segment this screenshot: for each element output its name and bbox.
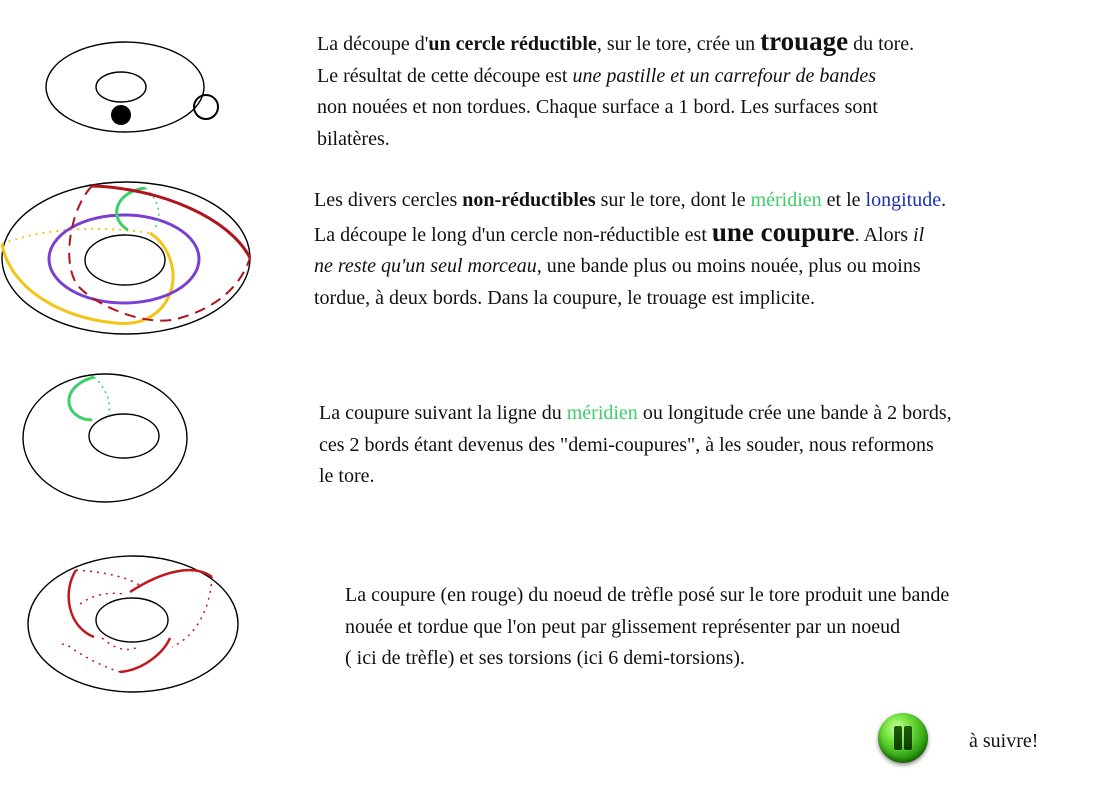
text-segment: il [913, 223, 925, 246]
red-circle-hidden [69, 186, 250, 321]
pause-icon-bar-left [894, 726, 902, 750]
torus-hole [96, 598, 168, 642]
trefoil-hidden-1 [76, 570, 142, 587]
text-segment: un cercle réductible [428, 33, 597, 55]
pause-icon-bar-right [904, 726, 912, 750]
text-line [345, 580, 949, 612]
text-line [314, 217, 946, 252]
trefoil-arc-2 [130, 570, 212, 592]
text-line [345, 643, 949, 675]
text-segment: . [941, 189, 947, 211]
torus-outer-edge [23, 374, 187, 502]
text-line [317, 124, 914, 156]
torus-figure-meridian [18, 368, 202, 510]
torus-hole [85, 235, 165, 285]
text-segment: ( ici de trèfle) et ses torsions (ici 6 demi-torsions). [345, 647, 745, 669]
text-segment: Les divers cercles [314, 189, 463, 211]
torus-figure-reducible-cut [40, 30, 230, 140]
torus-figure-nonreducible-circles [0, 178, 260, 340]
text-segment: tordue, à deux bords. Dans la coupure, le trouage est implicite. [314, 286, 815, 309]
text-line [345, 612, 949, 644]
text-segment: ne reste qu'un seul morceau [314, 255, 537, 277]
paragraph-reducible-circle [317, 26, 914, 155]
text-line [317, 26, 914, 61]
text-segment: nouée et tordue que l'on peut par glissement représenter par un noeud [345, 615, 901, 638]
text-segment: ou longitude crée une bande à 2 bords, [637, 402, 952, 424]
text-segment: méridien [566, 402, 638, 424]
text-segment: La découpe le long d'un cercle non-réductible est [314, 223, 712, 246]
torus-outer-edge [28, 556, 238, 692]
torus-figure-trefoil [24, 552, 244, 698]
text-segment: bilatères. [317, 127, 390, 150]
text-line [314, 251, 946, 283]
text-line [317, 92, 914, 124]
red-circle-visible [92, 186, 250, 258]
torus-hole [96, 72, 146, 102]
text-segment: La coupure suivant la ligne du [319, 402, 567, 424]
text-segment: sur le tore, dont le [595, 189, 751, 211]
text-segment: une pastille et un carrefour de bandes [572, 64, 877, 87]
trefoil-hidden-4 [80, 593, 124, 604]
text-segment: méridien [750, 189, 822, 211]
pastille-disc [111, 105, 131, 125]
text-segment: , une bande plus ou moins nouée, plus ou moins [536, 255, 921, 277]
text-segment: longitude [865, 189, 942, 211]
text-segment: non-réductibles [462, 189, 596, 211]
text-line [319, 398, 952, 430]
pastille-hole-outline [194, 95, 218, 119]
text-line [319, 461, 952, 493]
text-line [314, 283, 946, 315]
text-line [319, 430, 952, 462]
text-segment: La découpe d' [317, 33, 429, 55]
text-line [317, 61, 914, 93]
next-button[interactable] [878, 713, 928, 763]
text-segment: non nouées et non tordues. Chaque surface a 1 bord. Les surfaces sont [317, 96, 878, 118]
paragraph-trefoil-cut [345, 580, 949, 675]
text-line [314, 185, 946, 217]
text-segment: du tore. [848, 33, 915, 55]
paragraph-meridian-cut [319, 398, 952, 493]
text-segment: trouage [760, 26, 849, 56]
text-segment: , sur le tore, crée un [596, 33, 761, 55]
paragraph-nonreducible-circles [314, 185, 946, 314]
next-label[interactable]: à suivre! [969, 730, 1039, 752]
text-segment: et le [821, 189, 866, 211]
yellow-circle-visible [2, 233, 173, 323]
torus-hole [89, 414, 159, 458]
yellow-circle-hidden [2, 229, 150, 244]
trefoil-hidden-5 [102, 638, 136, 650]
meridien-visible [69, 377, 94, 420]
text-segment: . Alors [854, 223, 914, 246]
trefoil-hidden-3 [60, 644, 120, 672]
text-segment: ces 2 bords étant devenus des "demi-coupures", à les souder, nous reformons [319, 433, 934, 456]
trefoil-hidden-2 [172, 577, 212, 647]
trefoil-arc-3 [120, 638, 170, 672]
meridien-visible [117, 188, 145, 230]
torus-outer-edge [2, 182, 250, 334]
meridien-hidden [94, 377, 109, 416]
text-segment: une coupure [711, 216, 855, 247]
text-segment: le tore. [319, 465, 375, 487]
text-segment: Le résultat de cette découpe est [317, 64, 573, 87]
text-segment: La coupure (en rouge) du noeud de trèfle posé sur le tore produit une bande [345, 584, 950, 606]
